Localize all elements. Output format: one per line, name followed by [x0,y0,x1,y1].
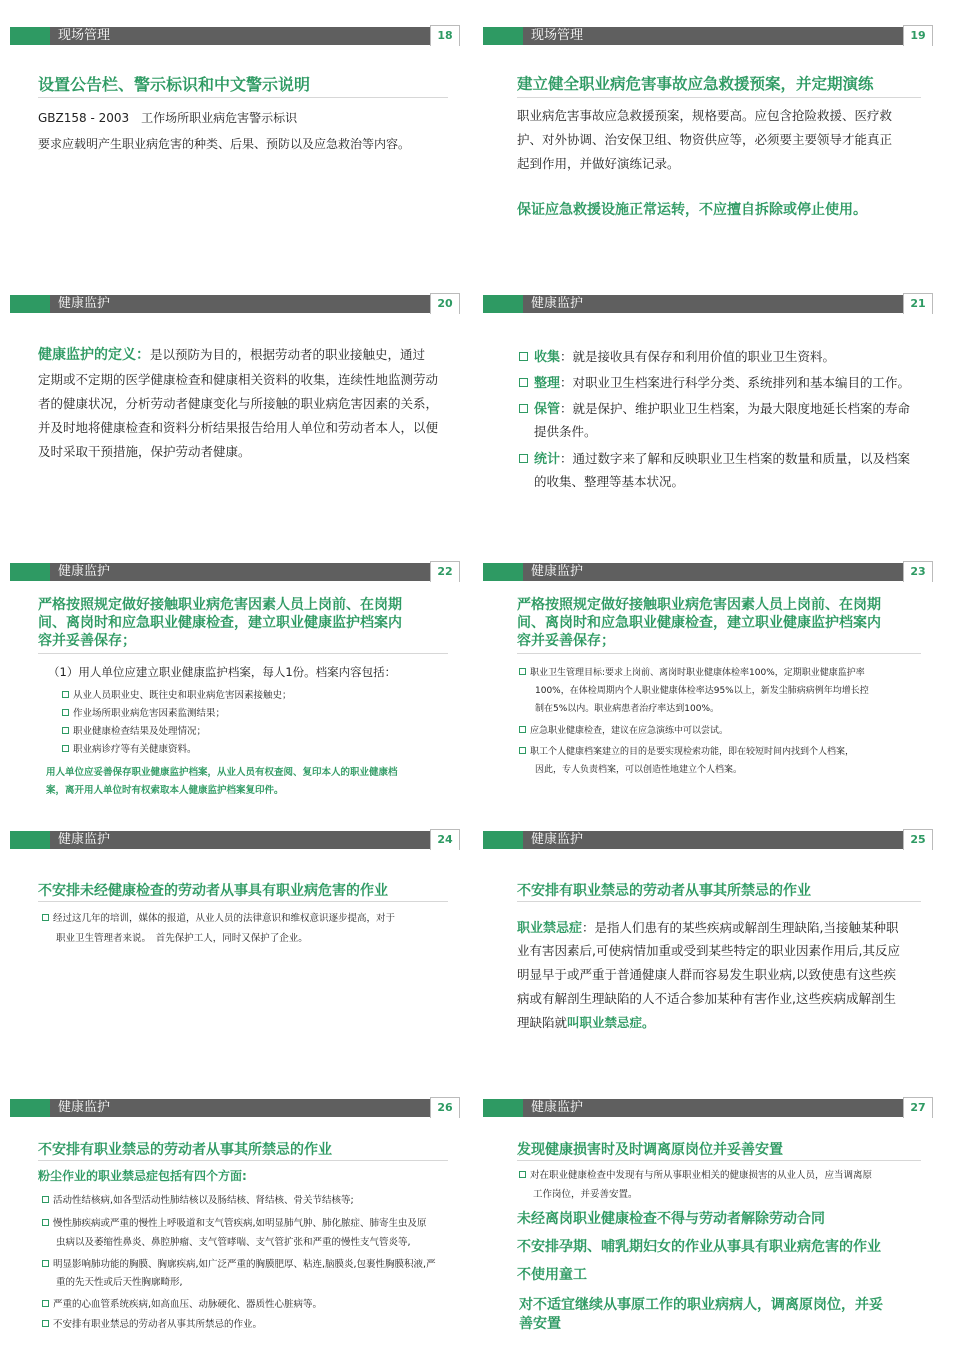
title-divider [517,97,921,98]
title-divider [38,97,448,98]
definition-text: ：是指人们患有的某些疾病或解剖生理缺陷,当接触某种职 [582,920,899,935]
item-key: 保管 [534,402,561,417]
page-number: 24 [430,829,460,850]
list-item-cont: 职业卫生管理者来说。 首先保护工人，同时又保护了企业。 [56,933,308,944]
list-item-cont: 因此，专人负责档案，可以创造性地建立个人档案。 [535,765,743,775]
list-item-cont: 100%，在体检周期内个人职业健康体检率达95%以上，新发尘肺病病例年均增长控 [535,686,869,696]
definition-term: 职业禁忌症 [517,921,583,936]
body-lead: （1）用人单位应建立职业健康监护档案，每人1份。档案内容包括： [48,665,397,679]
body-line: 明显早于或严重于普通健康人群而容易发生职业病,以致使患有这些疾 [517,967,896,982]
slide-18 [0,0,470,262]
list-item-cont: 制在5%以内。职业病患者治疗率达到100%。 [535,704,720,714]
title-divider [517,901,921,902]
body-line: 及时采取干预措施，保护劳动者健康。 [38,444,251,459]
header-title: 现场管理 [531,28,584,43]
item-text: 职业病诊疗等有关健康资料。 [73,744,197,755]
slide-title: 不安排有职业禁忌的劳动者从事其所禁忌的作业 [38,1142,332,1158]
square-bullet-icon [42,1320,49,1327]
highlight-line: 善安置 [519,1316,561,1332]
page-number: 23 [903,561,933,582]
list-item [42,1215,454,1229]
list-item [62,741,454,755]
page-number: 26 [430,1097,460,1118]
slide-22 [0,536,470,798]
list-item-cont: 虫病以及萎缩性鼻炎、鼻腔肿瘤、支气管哮喘、支气管扩张和严重的慢性支气管炎等, [56,1237,411,1248]
definition-text: 理缺陷就 [517,1015,568,1030]
square-bullet-icon [42,1300,49,1307]
item-text: ：对职业卫生档案进行科学分类、系统排列和基本编目的工作。 [560,375,911,390]
page-number: 21 [903,293,933,314]
list-item [519,346,927,365]
list-item [519,665,927,678]
slide-header [10,27,460,45]
header-title: 健康监护 [58,296,111,311]
item-text: 活动性结核病,如各型活动性肺结核以及肠结核、肾结核、骨关节结核等; [53,1195,354,1206]
slide-header [483,27,933,45]
slide-title: 不安排未经健康检查的劳动者从事具有职业病危害的作业 [38,883,388,899]
body-line: 护、对外协调、治安保卫组、物资供应等，必须要主要领导才能真正 [517,132,893,147]
item-text: 对在职业健康检查中发现有与所从事职业相关的健康损害的从业人员，应当调离原 [530,1170,873,1181]
header-accent [483,563,523,581]
header-accent [483,295,523,313]
slide-header [10,563,460,581]
item-text: 不安排有职业禁忌的劳动者从事其所禁忌的作业。 [53,1319,263,1330]
header-accent [483,27,523,45]
slide-23 [473,536,943,798]
item-text: 从业人员职业史、既往史和职业病危害因素接触史； [73,690,292,701]
square-bullet-icon [42,1219,49,1226]
header-accent [10,563,50,581]
square-bullet-icon [62,745,69,752]
body-line: 起到作用，并做好演练记录。 [517,156,680,171]
body-line: 要求应载明产生职业病危害的种类、后果、预防以及应急救治等内容。 [38,137,411,151]
header-title: 健康监护 [531,1100,584,1115]
header-accent [10,831,50,849]
slide-26 [0,1072,470,1334]
header-title: 健康监护 [58,1100,111,1115]
slide-19 [473,0,943,262]
square-bullet-icon [62,691,69,698]
subtitle: 粉尘作业的职业禁忌症包括有四个方面: [38,1169,247,1183]
header-accent [10,1099,50,1117]
page-number: 20 [430,293,460,314]
list-item [519,448,927,467]
square-bullet-icon [519,747,526,754]
slide-header [483,295,933,313]
page-number: 19 [903,25,933,46]
square-bullet-icon [42,1260,49,1267]
page-number: 18 [430,25,460,46]
item-text: ：就是保护、维护职业卫生档案，为最大限度地延长档案的寿命 [560,401,911,416]
list-item [62,705,454,719]
body-line: 职业病危害事故应急救援预案，规格要高。应包含抢险救援、医疗救 [517,108,893,123]
highlight-note: 保证应急救援设施正常运转，不应擅自拆除或停止使用。 [517,202,867,218]
slide-20 [0,268,470,530]
list-item [519,372,927,391]
definition-text: 是以预防为目的，根据劳动者的职业接触史，通过 [150,347,426,362]
item-text: 职业卫生管理目标:要求上岗前、离岗时职业健康体检率100%，定期职业健康监护率 [530,668,865,678]
definition-term: 叫职业禁忌症。 [567,1015,655,1030]
item-text: 经过这几年的培训，媒体的报道，从业人员的法律意识和维权意识逐步提高，对于 [53,913,396,924]
slide-header [483,563,933,581]
header-accent [483,1099,523,1117]
highlight-note: 用人单位应妥善保存职业健康监护档案，从业人员有权查阅、复印本人的职业健康档 [46,767,398,778]
square-bullet-icon [519,352,528,361]
item-key: 整理 [534,376,561,391]
header-title: 健康监护 [531,564,584,579]
square-bullet-icon [519,378,528,387]
title-divider [38,901,448,902]
item-text: 严重的心血管系统疾病,如高血压、动脉硬化、器质性心脏病等。 [53,1299,323,1310]
item-text: 职业健康检查结果及处理情况； [73,726,207,737]
header-title: 健康监护 [531,296,584,311]
item-text: 明显影响肺功能的胸膜、胸廓疾病,如广泛严重的胸膜肥厚、粘连,脑膜炎,包裹性胸膜积液,严 [53,1259,436,1270]
body-line: 病或有解剖生理缺陷的人不适合参加某种有害作业,这些疾病成解剖生 [517,991,896,1006]
list-item [519,744,927,757]
square-bullet-icon [519,454,528,463]
page-number: 27 [903,1097,933,1118]
list-item [42,1192,454,1206]
highlight-note: 案，离开用人单位时有权索取本人健康监护档案复印件。 [46,785,284,796]
list-item [519,723,927,736]
highlight-line: 不使用童工 [517,1267,587,1283]
page-number: 25 [903,829,933,850]
header-title: 健康监护 [531,832,584,847]
slide-title: 容并妥善保存； [517,633,615,649]
slide-title: 设置公告栏、警示标识和中文警示说明 [38,75,311,94]
list-item-cont: 的收集、整理等基本状况。 [534,474,685,489]
list-item-cont: 工作岗位，并妥善安置。 [533,1189,638,1200]
body-line: 业有害因素后,可使病情加重或受到某些特定的职业因素作用后,其反应 [517,943,900,958]
slide-27 [473,1072,943,1334]
list-item [42,910,454,924]
list-item [62,687,454,701]
highlight-line: 未经离岗职业健康检查不得与劳动者解除劳动合同 [517,1211,825,1227]
item-key: 收集 [534,350,561,365]
item-text: ：通过数字来了解和反映职业卫生档案的数量和质量，以及档案 [560,451,911,466]
definition-term: 健康监护的定义： [38,347,150,363]
slide-title: 不安排有职业禁忌的劳动者从事其所禁忌的作业 [517,883,811,899]
header-accent [10,295,50,313]
title-divider [517,653,921,654]
list-item [42,1316,454,1330]
square-bullet-icon [519,1171,526,1178]
body-line: GBZ158 - 2003 工作场所职业病危害警示标识 [38,111,298,125]
slide-title: 间、离岗时和应急职业健康检查，建立职业健康监护档案内 [38,615,402,631]
list-item [519,398,927,417]
page-number: 22 [430,561,460,582]
body-line: 者的健康状况，分析劳动者健康变化与所接触的职业病危害因素的关系， [38,396,439,411]
square-bullet-icon [42,1196,49,1203]
body-line [517,917,927,936]
square-bullet-icon [62,709,69,716]
slide-header [483,831,933,849]
slide-21 [473,268,943,530]
list-item [62,723,454,737]
title-divider [38,653,448,654]
list-item [519,1167,927,1181]
body-line: 定期或不定期的医学健康检查和健康相关资料的收集，连续性地监测劳动 [38,372,439,387]
square-bullet-icon [62,727,69,734]
slide-title: 容并妥善保存； [38,633,136,649]
slide-title: 严格按照规定做好接触职业病危害因素人员上岗前、在岗期 [38,597,402,613]
slide-header [10,295,460,313]
slide-title: 发现健康损害时及时调离原岗位并妥善安置 [517,1142,783,1158]
header-title: 现场管理 [58,28,111,43]
item-text: 职工个人健康档案建立的目的是要实现检索功能，即在较短时间内找到个人档案， [530,747,855,757]
title-divider [517,1160,921,1161]
list-item-cont: 重的先天性或后天性胸廓畸形, [56,1277,183,1288]
item-text: 应急职业健康检查，建议在应急演练中可以尝试。 [530,726,729,736]
header-accent [483,831,523,849]
item-text: 作业场所职业病危害因素监测结果； [73,708,226,719]
square-bullet-icon [519,668,526,675]
list-item-cont: 提供条件。 [534,424,597,439]
list-item [42,1296,454,1310]
body-line [517,1013,927,1031]
slide-header [483,1099,933,1117]
slide-25 [473,804,943,1066]
slide-title: 严格按照规定做好接触职业病危害因素人员上岗前、在岗期 [517,597,881,613]
slide-header [10,1099,460,1117]
slide-title: 间、离岗时和应急职业健康检查，建立职业健康监护档案内 [517,615,881,631]
header-title: 健康监护 [58,564,111,579]
slide-24 [0,804,470,1066]
body-line [38,344,454,364]
square-bullet-icon [519,726,526,733]
header-title: 健康监护 [58,832,111,847]
square-bullet-icon [42,914,49,921]
list-item [42,1256,454,1270]
highlight-line: 不安排孕期、哺乳期妇女的作业从事具有职业病危害的作业 [517,1239,881,1255]
header-accent [10,27,50,45]
item-text: 慢性肺疾病或严重的慢性上呼吸道和支气管疾病,如明显肺气肿、肺化脓症、肺寄生虫及原 [53,1218,427,1229]
item-text: ：就是接收具有保存和利用价值的职业卫生资料。 [560,349,836,364]
title-divider [38,1160,448,1161]
slide-title: 建立健全职业病危害事故应急救援预案，并定期演练 [517,75,874,93]
slide-header [10,831,460,849]
highlight-line: 对不适宜继续从事原工作的职业病病人，调离原岗位，并妥 [519,1297,883,1313]
square-bullet-icon [519,404,528,413]
body-line: 并及时地将健康检查和资料分析结果报告给用人单位和劳动者本人，以便 [38,420,439,435]
item-key: 统计 [534,452,561,467]
